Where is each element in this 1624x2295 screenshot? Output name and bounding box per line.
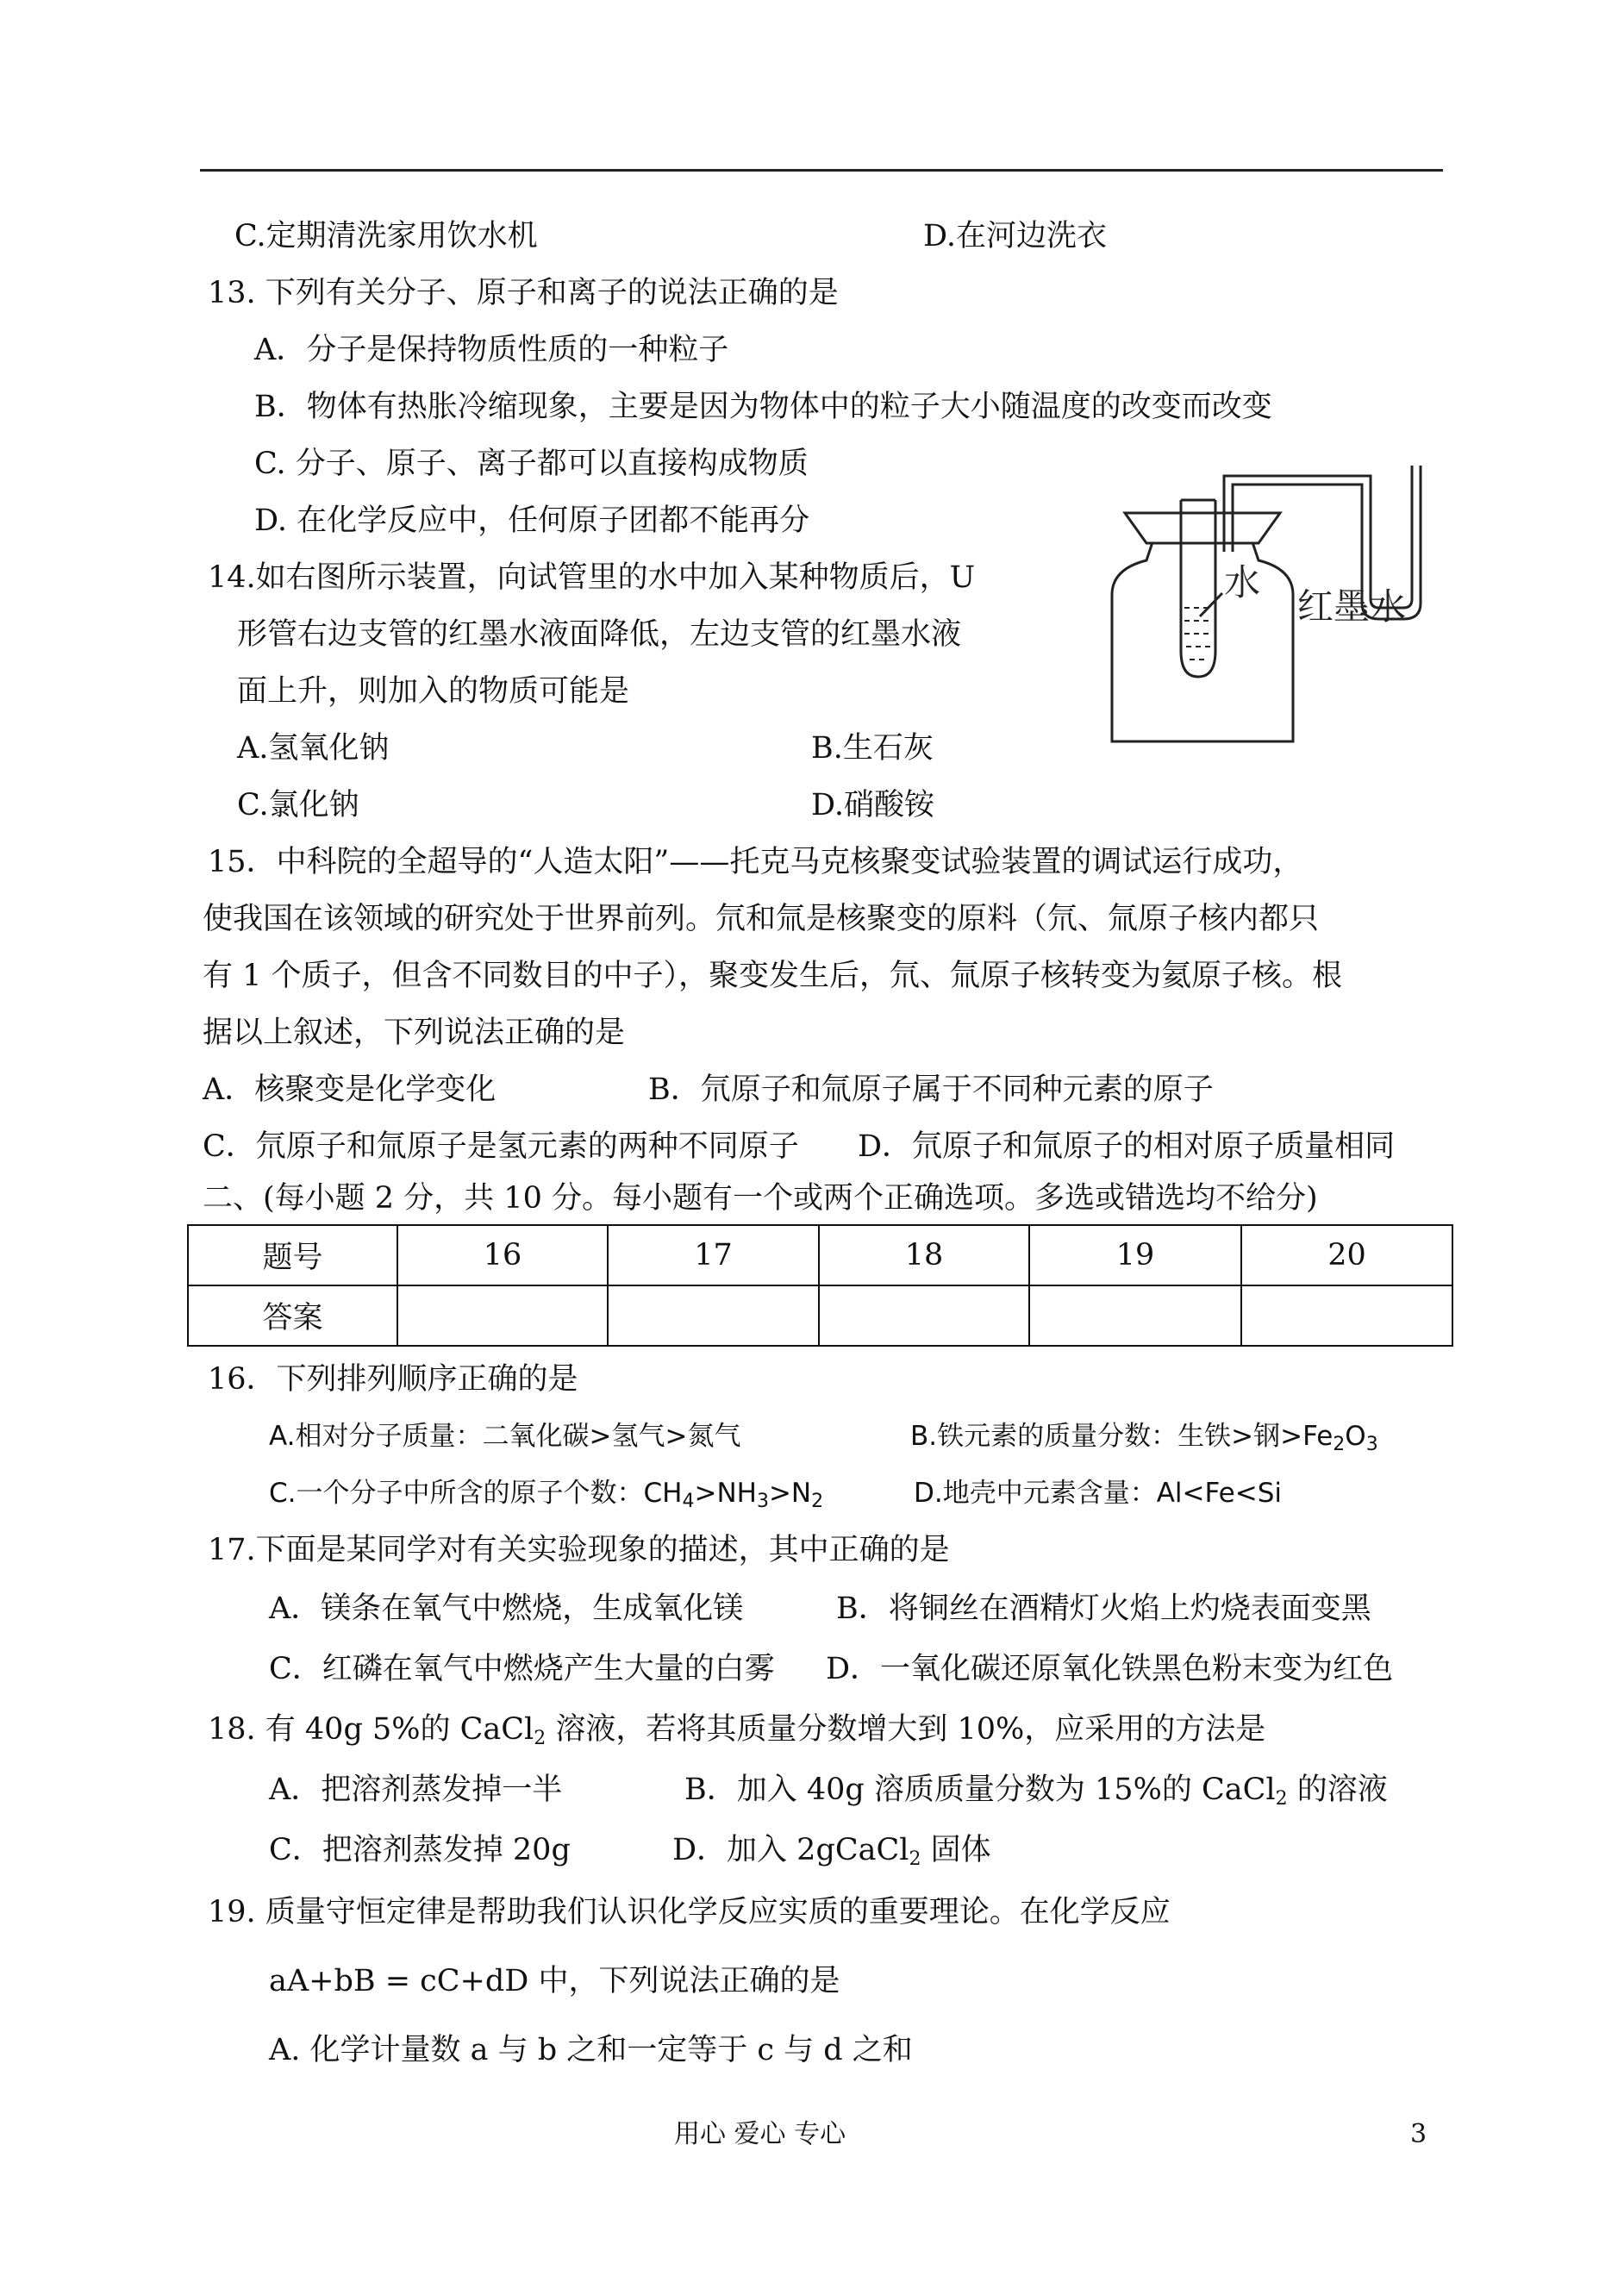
table-cell-number: 16 [397,1225,608,1285]
answer-cell-20[interactable] [1241,1285,1452,1346]
q12-option-c: C.定期清洗家用饮水机 [234,219,538,253]
answer-cell-18[interactable] [819,1285,1029,1346]
q17-option-c: C．红磷在氧气中燃烧产生大量的白雾 [269,1652,775,1686]
q19-option-a: A. 化学计量数 a 与 b 之和一定等于 c 与 d 之和 [269,2033,913,2067]
table-header-number: 题号 [188,1225,397,1285]
q15-option-b: B．氘原子和氚原子属于不同种元素的原子 [648,1072,1214,1107]
q14-option-a: A.氢氧化钠 [237,731,390,766]
q16-option-c: C.一个分子中所含的原子个数：$CH_4>NH_3>N_2$ [269,1478,824,1512]
q15-line-1: 15．中科院的全超导的“人造太阳”——托克马克核聚变试验装置的调试运行成功， [208,845,1303,879]
q15-line-2: 使我国在该领域的研究处于世界前列。氘和氚是核聚变的原料（氘、氚原子核内都只 [203,902,1320,936]
q18-option-a: A．把溶剂蒸发掉一半 [269,1773,563,1807]
figure-label-water: 水 [1224,562,1261,603]
q12-option-d: D.在河边洗衣 [923,219,1107,253]
q14-option-d: D.硝酸铵 [811,788,934,822]
q18-stem: 18. 有 40g 5%的 CaCl$_2$ 溶液，若将其质量分数增大到 10%，应采用的方法是 [208,1712,1266,1749]
q17-stem: 17.下面是某同学对有关实验现象的描述，其中正确的是 [208,1533,950,1567]
q15-option-c: C．氘原子和氚原子是氢元素的两种不同原子 [203,1129,799,1164]
q15-option-d: D．氘原子和氚原子的相对原子质量相同 [858,1129,1396,1164]
page-number: 3 [1410,2119,1427,2149]
q13-option-c: C. 分子、原子、离子都可以直接构成物质 [254,447,809,481]
q17-option-b: B．将铜丝在酒精灯火焰上灼烧表面变黑 [836,1591,1371,1626]
q16-option-b: B.铁元素的质量分数：生铁>钢$>Fe_2O_3$ [910,1421,1378,1455]
q17-option-a: A．镁条在氧气中燃烧，生成氧化镁 [269,1591,744,1626]
answer-cell-17[interactable] [608,1285,819,1346]
q14-line-1: 14.如右图所示装置，向试管里的水中加入某种物质后，U [208,560,976,595]
q15-line-4: 据以上叙述，下列说法正确的是 [203,1016,626,1050]
q15-line-3: 有 1 个质子，但含不同数目的中子），聚变发生后，氘、氚原子核转变为氦原子核。根 [203,959,1343,993]
q14-option-c: C.氯化钠 [237,788,359,822]
table-cell-number: 19 [1029,1225,1241,1285]
q13-option-d: D. 在化学反应中，任何原子团都不能再分 [254,503,810,538]
table-cell-number: 20 [1241,1225,1452,1285]
table-row [188,1285,1452,1346]
q14-option-b: B.生石灰 [811,731,934,766]
q18-option-c: C．把溶剂蒸发掉 20g [269,1833,571,1867]
q18-option-d: D．加入 2gCaCl$_2$ 固体 [672,1833,991,1870]
q13-option-a: A．分子是保持物质性质的一种粒子 [254,333,729,367]
answer-table [187,1224,1453,1347]
footer-motto: 用心 爱心 专心 [674,2119,846,2149]
q18-option-b: B．加入 40g 溶质质量分数为 15%的 CaCl$_2$ 的溶液 [684,1773,1388,1810]
q16-stem: 16．下列排列顺序正确的是 [208,1362,578,1397]
q16-option-a: A.相对分子质量：二氧化碳>氢气>氮气 [269,1421,741,1452]
section-2-heading: 二、(每小题 2 分，共 10 分。每小题有一个或两个正确选项。多选或错选均不给分) [203,1181,1318,1216]
table-row [188,1225,1452,1285]
q14-line-3: 面上升，则加入的物质可能是 [237,674,630,709]
apparatus-figure [1095,466,1422,750]
q15-option-a: A．核聚变是化学变化 [203,1072,497,1107]
table-header-answer: 答案 [188,1285,397,1346]
q19-line-1: 19. 质量守恒定律是帮助我们认识化学反应实质的重要理论。在化学反应 [208,1895,1171,1929]
q17-option-d: D．一氧化碳还原氧化铁黑色粉末变为红色 [826,1652,1394,1686]
q13-stem: 13. 下列有关分子、原子和离子的说法正确的是 [208,276,839,310]
q13-option-b: B．物体有热胀冷缩现象，主要是因为物体中的粒子大小随温度的改变而改变 [254,390,1272,424]
q16-option-d: D.地壳中元素含量：Al<Fe<Si [914,1478,1282,1509]
table-cell-number: 18 [819,1225,1029,1285]
answer-cell-16[interactable] [397,1285,608,1346]
answer-cell-19[interactable] [1029,1285,1241,1346]
header-rule [200,169,1443,172]
figure-label-red-ink: 红墨水 [1297,586,1407,627]
table-cell-number: 17 [608,1225,819,1285]
q14-line-2: 形管右边支管的红墨水液面降低，左边支管的红墨水液 [237,617,962,652]
q19-line-2: aA+bB = cC+dD 中，下列说法正确的是 [269,1964,840,1998]
